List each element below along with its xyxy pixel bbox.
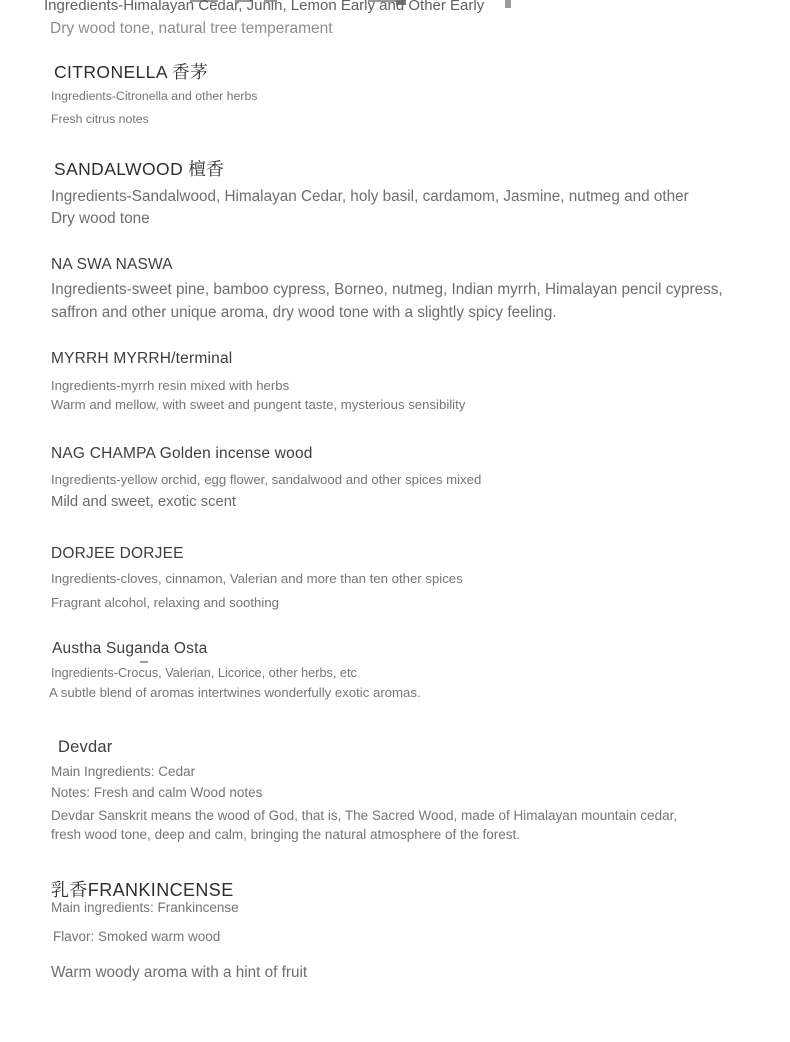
section-heading-dorjee: DORJEE DORJEE xyxy=(51,545,184,562)
dorjee-scent: Fragrant alcohol, relaxing and soothing xyxy=(51,595,279,610)
section-heading-frankincense: 乳香FRANKINCENSE xyxy=(51,880,234,900)
text-artifact xyxy=(140,661,148,663)
devdar-description-line1: Devdar Sanskrit means the wood of God, that is, The Sacred Wood, made of Himalayan mountain cedar, xyxy=(51,808,678,823)
intro-scent-line: Dry wood tone, natural tree temperament xyxy=(50,20,333,37)
section-heading-sandalwood: SANDALWOOD 檀香 xyxy=(54,159,225,179)
devdar-notes: Notes: Fresh and calm Wood notes xyxy=(51,785,263,800)
dorjee-ingredients: Ingredients-cloves, cinnamon, Valerian and more than ten other spices xyxy=(51,571,463,586)
naswa-ingredients-line1: Ingredients-sweet pine, bamboo cypress, Borneo, nutmeg, Indian myrrh, Himalayan pencil cypress, xyxy=(51,281,723,298)
nag-champa-scent: Mild and sweet, exotic scent xyxy=(51,494,237,510)
section-heading-myrrh: MYRRH MYRRH/terminal xyxy=(51,350,233,367)
myrrh-scent: Warm and mellow, with sweet and pungent taste, mysterious sensibility xyxy=(51,397,466,412)
frankincense-main-ingredients: Main ingredients: Frankincense xyxy=(51,900,239,915)
section-heading-citronella: CITRONELLA 香茅 xyxy=(54,62,208,82)
austha-scent: A subtle blend of aromas intertwines wonderfully exotic aromas. xyxy=(49,685,421,700)
frankincense-flavor: Flavor: Smoked warm wood xyxy=(53,929,221,944)
section-heading-nag-champa: NAG CHAMPA Golden incense wood xyxy=(51,445,313,462)
nag-champa-ingredients: Ingredients-yellow orchid, egg flower, sandalwood and other spices mixed xyxy=(51,472,482,487)
sandalwood-ingredients: Ingredients-Sandalwood, Himalayan Cedar, holy basil, cardamom, Jasmine, nutmeg and other xyxy=(51,188,689,205)
frankincense-scent: Warm woody aroma with a hint of fruit xyxy=(51,964,308,981)
naswa-ingredients-line2: saffron and other unique aroma, dry wood tone with a slightly spicy feeling. xyxy=(51,304,557,321)
myrrh-ingredients: Ingredients-myrrh resin mixed with herbs xyxy=(51,378,290,393)
intro-ingredients-line: Ingredients-Himalayan Cedar, Junin, Lemon Early and Other Early xyxy=(44,0,485,14)
cut-off-text-remnant xyxy=(505,0,511,8)
devdar-description-line2: fresh wood tone, deep and calm, bringing the natural atmosphere of the forest. xyxy=(51,827,521,842)
devdar-main-ingredients: Main Ingredients: Cedar xyxy=(51,764,196,779)
section-heading-austha: Austha Suganda Osta xyxy=(52,640,208,657)
section-heading-naswa: NA SWA NASWA xyxy=(51,256,173,273)
citronella-scent: Fresh citrus notes xyxy=(51,112,149,126)
section-heading-devdar: Devdar xyxy=(58,738,113,756)
austha-ingredients: Ingredients-Crocus, Valerian, Licorice, other herbs, etc xyxy=(51,666,357,680)
citronella-ingredients: Ingredients-Citronella and other herbs xyxy=(51,89,258,103)
sandalwood-scent: Dry wood tone xyxy=(51,210,150,227)
